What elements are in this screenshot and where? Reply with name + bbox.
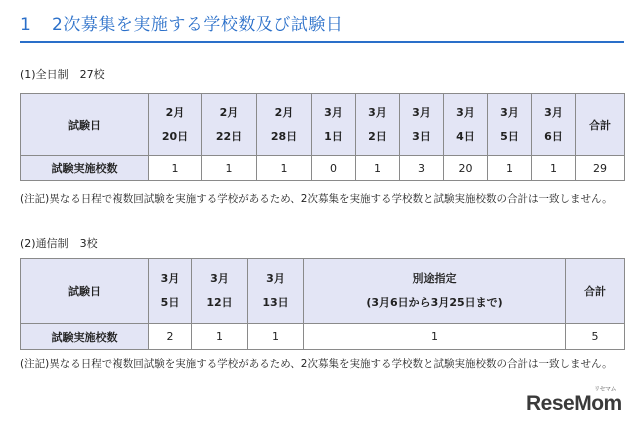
section2-note: (注記)異なる日程で複数回試験を実施する学校があるため、2次募集を実施する学校数と試験実施校数の合計は一致しません。	[20, 358, 613, 370]
count-cell: 2	[149, 324, 192, 350]
date-cell: 2月 20日	[149, 94, 202, 156]
total-header: 合計	[576, 94, 625, 156]
count-cell: 1	[149, 156, 202, 181]
count-cell: 1	[248, 324, 304, 350]
fulltime-table	[20, 93, 625, 181]
row-head-date: 試験日	[21, 259, 149, 324]
total-cell: 5	[566, 324, 625, 350]
date-cell: 3月 2日	[356, 94, 400, 156]
section2-heading: (2)通信制 3校	[20, 237, 98, 250]
count-cell: 1	[257, 156, 312, 181]
page-title	[20, 10, 624, 43]
logo-kana: リセマム	[594, 387, 616, 393]
count-cell: 1	[532, 156, 576, 181]
row-head-count: 試験実施校数	[21, 324, 149, 350]
row-head-date: 試験日	[21, 94, 149, 156]
resemom-logo	[526, 387, 622, 416]
correspondence-table	[20, 258, 625, 350]
date-cell: 3月 5日	[488, 94, 532, 156]
title-number: 1	[20, 15, 32, 35]
date-cell: 3月 13日	[248, 259, 304, 324]
other-count-cell: 1	[304, 324, 566, 350]
date-cell: 3月 4日	[444, 94, 488, 156]
count-cell: 20	[444, 156, 488, 181]
section1-heading: (1)全日制 27校	[20, 68, 105, 81]
date-cell: 3月 6日	[532, 94, 576, 156]
date-cell: 3月 1日	[312, 94, 356, 156]
date-cell: 3月 3日	[400, 94, 444, 156]
count-row	[21, 156, 625, 181]
other-date-cell: 別途指定 (3月6日から3月25日まで)	[304, 259, 566, 324]
count-cell: 1	[202, 156, 257, 181]
count-cell: 1	[192, 324, 248, 350]
total-header: 合計	[566, 259, 625, 324]
total-cell: 29	[576, 156, 625, 181]
title-text: 2次募集を実施する学校数及び試験日	[52, 15, 344, 35]
count-cell: 3	[400, 156, 444, 181]
count-cell: 1	[488, 156, 532, 181]
logo-text: ReseMom	[526, 392, 622, 415]
date-row	[21, 94, 625, 156]
date-cell: 2月 22日	[202, 94, 257, 156]
date-cell: 3月 12日	[192, 259, 248, 324]
section1-note: (注記)異なる日程で複数回試験を実施する学校があるため、2次募集を実施する学校数と試験実施校数の合計は一致しません。	[20, 193, 613, 205]
count-cell: 1	[356, 156, 400, 181]
date-row	[21, 259, 625, 324]
count-row	[21, 324, 625, 350]
date-cell: 2月 28日	[257, 94, 312, 156]
count-cell: 0	[312, 156, 356, 181]
row-head-count: 試験実施校数	[21, 156, 149, 181]
date-cell: 3月 5日	[149, 259, 192, 324]
